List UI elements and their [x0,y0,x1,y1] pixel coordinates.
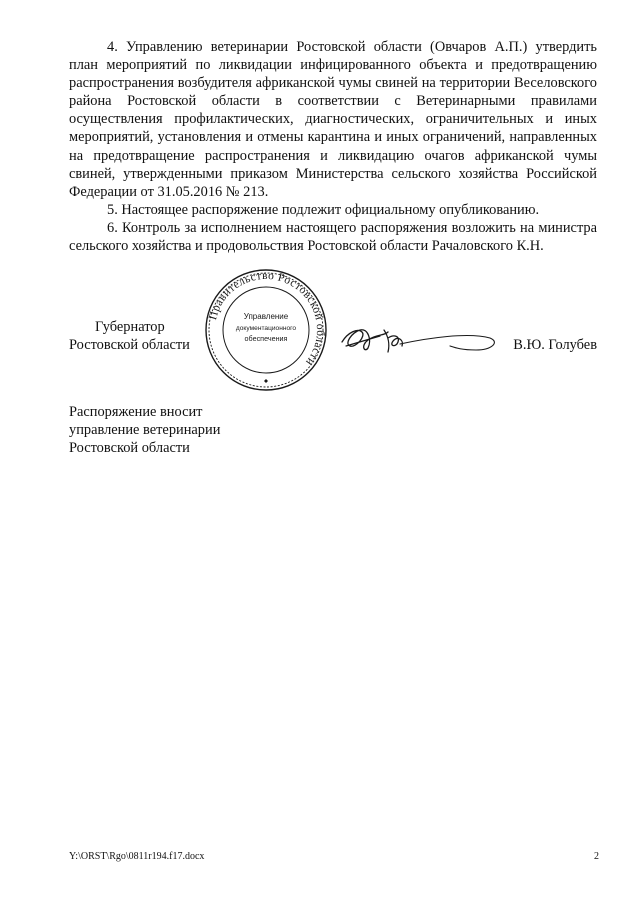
signatory-title [69,318,190,354]
handwritten-signature [338,322,500,356]
submitter-block [69,403,220,457]
signatory-title-line2: Ростовской области [69,337,190,354]
page-number: 2 [594,851,599,862]
paragraph-4: 4. Управлению ветеринарии Ростовской области (Овчаров А.П.) утвердить план мероприятий по ликвидации инфицированного объекта и предотвращению распространения возбудителя африканской чумы свиней на территории Веселовского района Ростовской области в соответствии с Ветеринарными правилами осуществления профилактических, диагностических, ограничительных и иных мероприятий, установления и отмены карантина и иных ограничений, направленных на предотвращение распространения и ликвидацию очагов африканской чумы свиней, утвержденными приказом Министерства сельского хозяйства Российской Федерации от 31.05.2016 № 213. [69,39,597,200]
signatory-title-line1: Губернатор [95,319,165,335]
paragraph-6: 6. Контроль за исполнением настоящего распоряжения возложить на министра сельского хозяйства и продовольствия Ростовской области Рачаловского К.Н. [69,219,597,255]
submitter-line3: Ростовской области [69,440,190,457]
paragraph-5: 5. Настоящее распоряжение подлежит официальному опубликованию. [107,201,540,218]
seal-outer-text: Правительство Ростовской области [207,269,327,368]
submitter-line1: Распоряжение вносит [69,404,203,420]
footer-file-path: Y:\ORST\Rgo\0811r194.f17.docx [69,851,205,862]
seal-inner-line3: обеспечения [244,334,288,343]
document-body [69,38,597,255]
seal-inner-line1: Управление [243,312,289,321]
signatory-name: В.Ю. Голубев [513,337,597,353]
seal-inner-line2: документационного [235,325,297,332]
official-seal-stamp [204,268,328,392]
submitter-line2: управление ветеринарии [69,422,221,439]
